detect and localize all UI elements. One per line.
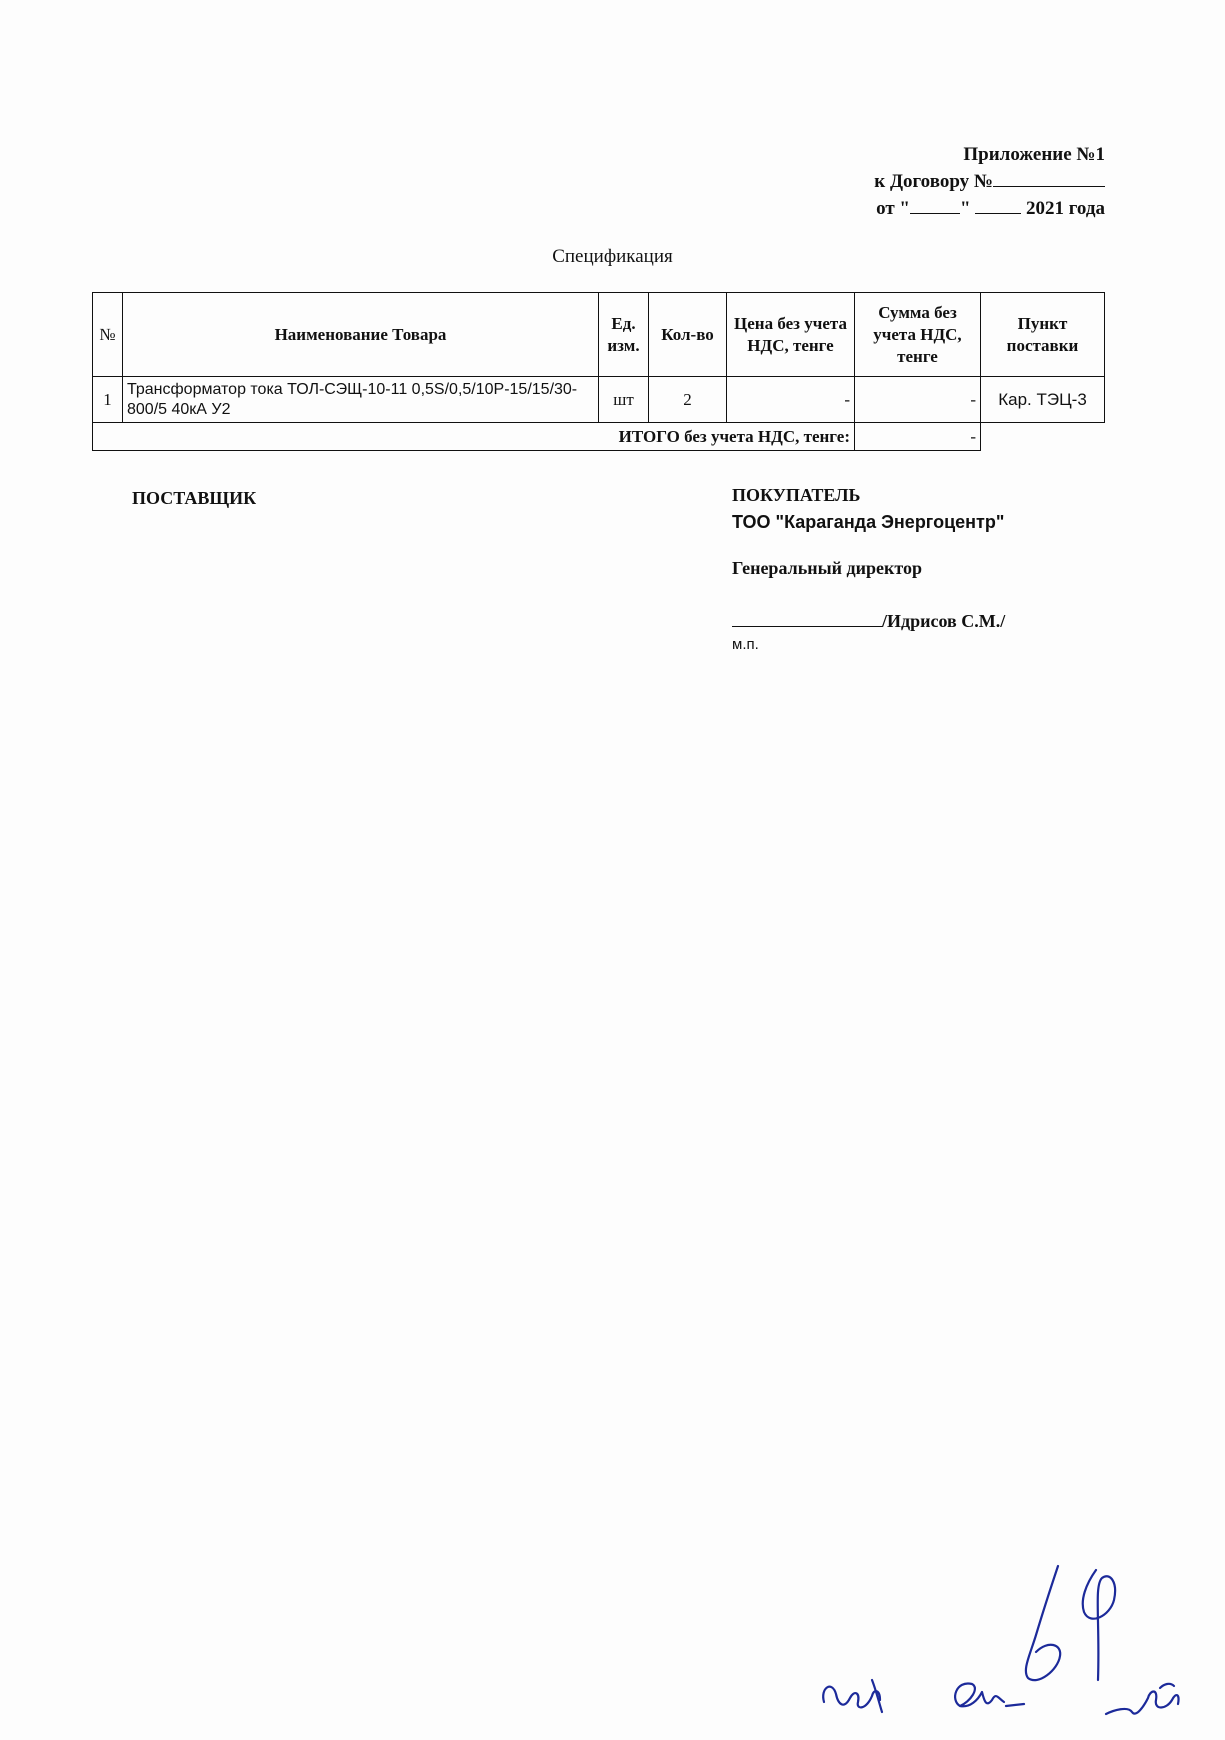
col-header-name: Наименование Товара <box>123 293 599 377</box>
total-empty-cell <box>981 423 1105 451</box>
col-header-unit: Ед. изм. <box>599 293 649 377</box>
table-total-row <box>93 423 1105 451</box>
signature-blank <box>732 608 882 627</box>
col-header-sum: Сумма без учета НДС, тенге <box>855 293 981 377</box>
appendix-line-2 <box>874 168 1105 195</box>
stamp-note: м.п. <box>732 636 759 653</box>
cell-name: Трансформатор тока ТОЛ-СЭЩ-10-11 0,5S/0,5/10Р-15/15/30-800/5 40кА У2 <box>123 377 599 423</box>
date-quote: " <box>959 198 971 219</box>
date-year: 2021 года <box>1026 198 1105 219</box>
total-label: ИТОГО без учета НДС, тенге: <box>93 423 855 451</box>
buyer-signer: /Идрисов С.М./ <box>882 611 1006 631</box>
buyer-position: Генеральный директор <box>732 558 922 578</box>
supplier-label: ПОСТАВЩИК <box>132 488 257 508</box>
day-blank <box>910 195 960 214</box>
col-header-point: Пункт поставки <box>981 293 1105 377</box>
cell-price: - <box>727 377 855 423</box>
buyer-label: ПОКУПАТЕЛЬ <box>732 485 861 505</box>
cell-point: Кар. ТЭЦ-3 <box>981 377 1105 423</box>
contract-number-prefix: к Договору № <box>874 171 993 192</box>
col-header-num: № <box>93 293 123 377</box>
month-blank <box>975 195 1021 214</box>
cell-num: 1 <box>93 377 123 423</box>
contract-number-blank <box>993 168 1105 187</box>
appendix-header <box>874 142 1105 222</box>
specification-table <box>92 292 1105 451</box>
table-row <box>93 377 1105 423</box>
col-header-qty: Кол-во <box>649 293 727 377</box>
appendix-line-3 <box>874 195 1105 222</box>
col-header-price: Цена без учета НДС, тенге <box>727 293 855 377</box>
buyer-organization: ТОО "Караганда Энергоцентр" <box>732 512 1005 532</box>
table-header-row <box>93 293 1105 377</box>
total-value: - <box>855 423 981 451</box>
cell-qty: 2 <box>649 377 727 423</box>
appendix-line-1: Приложение №1 <box>963 144 1105 165</box>
buyer-block <box>732 482 1004 536</box>
cell-unit: шт <box>599 377 649 423</box>
handwritten-initials-signature <box>810 1560 1200 1720</box>
buyer-signature-line <box>732 608 1005 632</box>
date-prefix: от " <box>876 198 910 219</box>
document-title: Спецификация <box>552 246 673 267</box>
cell-sum: - <box>855 377 981 423</box>
